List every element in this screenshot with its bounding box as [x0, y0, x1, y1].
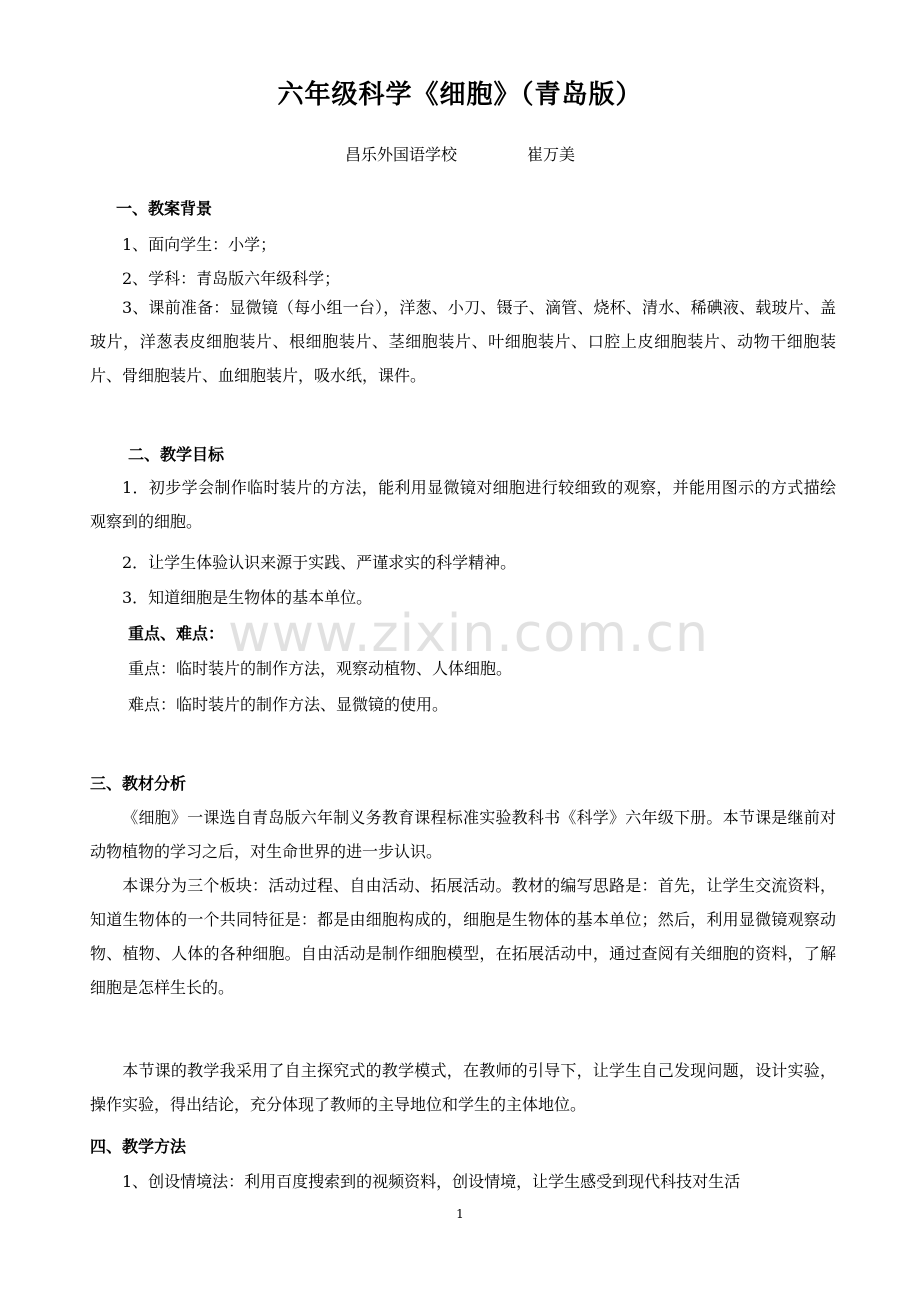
goal-1-text: 1．初步学会制作临时装片的方法，能利用显微镜对细胞进行较细致的观察，并能用图示的方式描绘观察到的细胞。 — [90, 478, 836, 531]
analysis-para-1 — [90, 801, 836, 869]
analysis-para-3 — [90, 1054, 836, 1122]
key-point: 重点：临时装片的制作方法，观察动植物、人体细胞。 — [128, 659, 513, 678]
item-subject: 2、学科：青岛版六年级科学； — [122, 269, 341, 288]
section-heading-objectives: 二、教学目标 — [128, 445, 225, 464]
analysis-para-3-text: 本节课的教学我采用了自主探究式的教学模式，在教师的引导下，让学生自己发现问题，设计实验，操作实验，得出结论，充分体现了教师的主导地位和学生的主体地位。 — [90, 1061, 836, 1114]
item-students: 1、面向学生：小学； — [122, 235, 277, 254]
author-name: 崔万美 — [527, 145, 576, 164]
item-preparation — [90, 291, 836, 393]
analysis-para-1-text: 《细胞》一课选自青岛版六年制义务教育课程标准实验教科书《科学》六年级下册。本节课是继前对动物植物的学习之后，对生命世界的进一步认识。 — [90, 808, 836, 861]
goal-1 — [90, 471, 836, 539]
difficult-point: 难点：临时装片的制作方法、显微镜的使用。 — [128, 695, 449, 714]
section-heading-background: 一、教案背景 — [116, 199, 213, 218]
key-difficult-heading: 重点、难点： — [128, 624, 225, 643]
page-number: 1 — [456, 1207, 464, 1221]
watermark: www.zixin.com.cn — [228, 604, 709, 664]
goal-2: 2．让学生体验认识来源于实践、严谨求实的科学精神。 — [122, 553, 517, 572]
analysis-para-2-text: 本课分为三个板块：活动过程、自由活动、拓展活动。教材的编写思路是：首先，让学生交流资料，知道生物体的一个共同特征是：都是由细胞构成的，细胞是生物体的基本单位；然后，利用显微镜观察动物、植物、人体的各种细胞。自由活动是制作细胞模型，在拓展活动中，通过查阅有关细胞的资料，了解细胞是怎样生长的。 — [90, 876, 836, 997]
analysis-para-2 — [90, 869, 836, 1005]
author-line — [0, 142, 920, 165]
document-title: 六年级科学《细胞》（青岛版） — [277, 80, 643, 110]
item-preparation-text: 3、课前准备：显微镜（每小组一台），洋葱、小刀、镊子、滴管、烧杯、清水、稀碘液、载玻片、盖玻片，洋葱表皮细胞装片、根细胞装片、茎细胞装片、叶细胞装片、口腔上皮细胞装片、动物干细胞装片、骨细胞装片、血细胞装片，吸水纸，课件。 — [90, 298, 836, 385]
section-heading-methods: 四、教学方法 — [90, 1137, 187, 1156]
school-name: 昌乐外国语学校 — [344, 145, 457, 164]
goal-3: 3．知道细胞是生物体的基本单位。 — [122, 588, 373, 607]
section-heading-materials: 三、教材分析 — [90, 774, 187, 793]
method-1: 1、创设情境法：利用百度搜索到的视频资料，创设情境，让学生感受到现代科技对生活 — [122, 1172, 741, 1191]
